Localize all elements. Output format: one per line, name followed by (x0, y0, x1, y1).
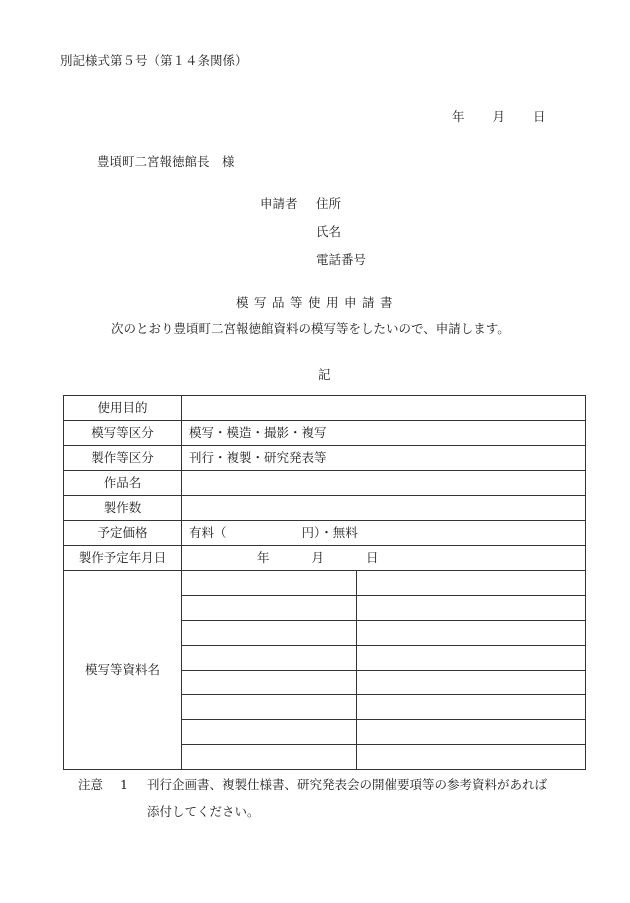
material-cell[interactable] (357, 620, 586, 645)
row-category (64, 421, 586, 446)
purpose-label: 使用目的 (64, 396, 182, 421)
materials-label: 模写等資料名 (64, 571, 182, 770)
work-name-label: 作品名 (64, 471, 182, 496)
material-cell[interactable] (182, 571, 357, 596)
material-cell[interactable] (357, 645, 586, 670)
quantity-field[interactable] (182, 496, 586, 521)
date-line (452, 111, 546, 124)
application-table (63, 395, 586, 770)
form-reference: 別記様式第５号（第１４条関係） (60, 53, 248, 68)
date-day: 日 (533, 109, 546, 124)
price-field[interactable]: 有料（ 円）・無料 (182, 521, 586, 546)
production-label: 製作等区分 (64, 446, 182, 471)
row-quantity (64, 496, 586, 521)
addressee: 豊頃町二宮報徳館長 様 (97, 154, 235, 169)
date-month: 月 (492, 109, 506, 124)
note-text-line1: 刊行企画書、複製仕様書、研究発表会の開催要項等の参考資料があれば (147, 777, 548, 792)
category-options[interactable]: 模写・模造・撮影・複写 (182, 421, 586, 446)
material-cell[interactable] (182, 645, 357, 670)
material-cell[interactable] (357, 571, 586, 596)
document-title: 模写品等使用申請書 (236, 295, 399, 310)
material-cell[interactable] (182, 620, 357, 645)
quantity-label: 製作数 (64, 496, 182, 521)
row-date-day: 日 (366, 549, 379, 565)
production-options[interactable]: 刊行・複製・研究発表等 (182, 446, 586, 471)
row-date-year: 年 (257, 549, 270, 565)
material-cell[interactable] (357, 670, 586, 695)
row-date (64, 546, 586, 571)
note-heading: 注意 (78, 777, 104, 792)
category-label: 模写等区分 (64, 421, 182, 446)
date-year: 年 (452, 109, 465, 124)
material-cell[interactable] (182, 595, 357, 620)
applicant-name-label: 氏名 (316, 224, 342, 239)
materials-row (64, 571, 586, 596)
intro-text: 次のとおり豊頃町二宮報徳館資料の模写等をしたいので、申請します。 (111, 321, 510, 336)
material-cell[interactable] (357, 595, 586, 620)
date-field[interactable] (182, 546, 586, 571)
price-label: 予定価格 (64, 521, 182, 546)
note-text-line2: 添付してください。 (147, 804, 260, 819)
material-cell[interactable] (357, 720, 586, 745)
material-cell[interactable] (357, 695, 586, 720)
applicant-phone-label: 電話番号 (316, 252, 367, 267)
note-number: 1 (120, 777, 128, 792)
ki-heading: 記 (318, 367, 331, 382)
material-cell[interactable] (182, 720, 357, 745)
row-purpose (64, 396, 586, 421)
row-production (64, 446, 586, 471)
purpose-field[interactable] (182, 396, 586, 421)
material-cell[interactable] (182, 695, 357, 720)
row-price (64, 521, 586, 546)
material-cell[interactable] (182, 745, 357, 770)
applicant-label: 申請者 (260, 196, 298, 211)
work-name-field[interactable] (182, 471, 586, 496)
row-date-month: 月 (311, 549, 325, 565)
material-cell[interactable] (182, 670, 357, 695)
applicant-address-label: 住所 (316, 196, 342, 211)
row-work-name (64, 471, 586, 496)
date-label: 製作予定年月日 (64, 546, 182, 571)
material-cell[interactable] (357, 745, 586, 770)
